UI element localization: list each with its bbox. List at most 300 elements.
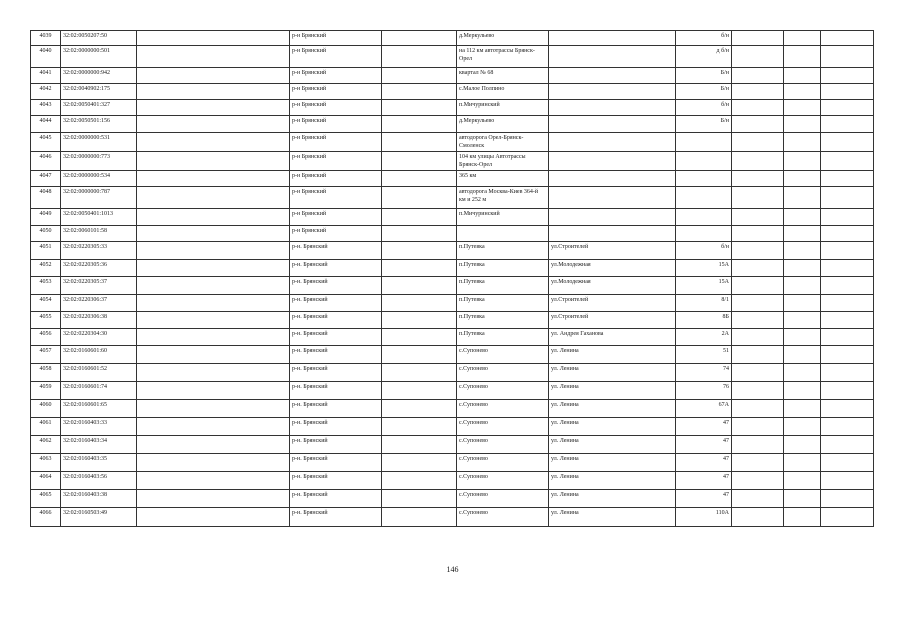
table-row (31, 418, 874, 436)
table-row (31, 152, 874, 171)
house-number-cell: Б/н (676, 116, 732, 133)
empty-cell (382, 472, 457, 490)
row-number-cell: 4053 (31, 277, 61, 295)
empty-cell (137, 226, 290, 242)
empty-cell (784, 382, 821, 400)
empty-cell (137, 242, 290, 260)
table-row (31, 116, 874, 133)
street-cell: ул. Ленина (549, 454, 676, 472)
locality-cell: с.Супонево (457, 364, 549, 382)
row-number-cell: 4043 (31, 100, 61, 116)
district-cell: р-н. Брянский (290, 382, 382, 400)
empty-cell (821, 187, 874, 209)
empty-cell (784, 133, 821, 152)
house-number-cell: 47 (676, 436, 732, 454)
table-row (31, 100, 874, 116)
locality-cell: с.Супонево (457, 400, 549, 418)
locality-cell: с.Супонево (457, 490, 549, 508)
locality-cell: с.Супонево (457, 382, 549, 400)
house-number-cell: д б/н (676, 46, 732, 68)
empty-cell (137, 260, 290, 277)
locality-cell: п.Путевка (457, 295, 549, 312)
street-cell: ул.Строителей (549, 242, 676, 260)
district-cell: р-н Брянский (290, 133, 382, 152)
locality-cell: д.Меркульево (457, 31, 549, 46)
empty-cell (821, 171, 874, 187)
empty-cell (137, 454, 290, 472)
cadastral-number-cell: 32:02:0000000:531 (61, 133, 137, 152)
house-number-cell: 47 (676, 490, 732, 508)
empty-cell (821, 508, 874, 527)
table-row (31, 454, 874, 472)
house-number-cell: 74 (676, 364, 732, 382)
locality-cell: автодорога Орел-Брянск-Смоленск (457, 133, 549, 152)
house-number-cell: 67А (676, 400, 732, 418)
empty-cell (821, 295, 874, 312)
district-cell: р-н. Брянский (290, 400, 382, 418)
street-cell (549, 100, 676, 116)
empty-cell (137, 436, 290, 454)
empty-cell (382, 277, 457, 295)
empty-cell (137, 472, 290, 490)
empty-cell (382, 152, 457, 171)
empty-cell (137, 418, 290, 436)
house-number-cell (676, 226, 732, 242)
empty-cell (382, 436, 457, 454)
street-cell: ул.Строителей (549, 295, 676, 312)
street-cell: ул.Молодежная (549, 260, 676, 277)
empty-cell (821, 242, 874, 260)
empty-cell (821, 31, 874, 46)
table-body (31, 31, 874, 527)
table-row (31, 242, 874, 260)
table-row (31, 187, 874, 209)
empty-cell (732, 400, 784, 418)
cadastral-number-cell: 32:02:0000000:501 (61, 46, 137, 68)
empty-cell (732, 295, 784, 312)
row-number-cell: 4064 (31, 472, 61, 490)
empty-cell (382, 312, 457, 329)
row-number-cell: 4065 (31, 490, 61, 508)
district-cell: р-н. Брянский (290, 436, 382, 454)
row-number-cell: 4061 (31, 418, 61, 436)
cadastral-number-cell: 32:02:0160601:52 (61, 364, 137, 382)
empty-cell (732, 152, 784, 171)
street-cell (549, 46, 676, 68)
table-row (31, 68, 874, 84)
empty-cell (382, 187, 457, 209)
empty-cell (732, 171, 784, 187)
row-number-cell: 4066 (31, 508, 61, 527)
house-number-cell (676, 209, 732, 226)
empty-cell (382, 242, 457, 260)
locality-cell: п.Путевка (457, 329, 549, 346)
cadastral-number-cell: 32:02:0050401:1013 (61, 209, 137, 226)
empty-cell (732, 436, 784, 454)
table-row (31, 490, 874, 508)
empty-cell (137, 46, 290, 68)
street-cell: ул. Ленина (549, 364, 676, 382)
empty-cell (732, 84, 784, 100)
empty-cell (137, 382, 290, 400)
locality-cell: квартал № 68 (457, 68, 549, 84)
district-cell: р-н Брянский (290, 84, 382, 100)
empty-cell (821, 68, 874, 84)
locality-cell: д.Меркульево (457, 116, 549, 133)
cadastral-number-cell: 32:02:0050207:50 (61, 31, 137, 46)
empty-cell (732, 116, 784, 133)
empty-cell (821, 260, 874, 277)
street-cell (549, 116, 676, 133)
empty-cell (382, 209, 457, 226)
empty-cell (784, 46, 821, 68)
empty-cell (382, 346, 457, 364)
empty-cell (382, 260, 457, 277)
house-number-cell: 51 (676, 346, 732, 364)
empty-cell (137, 31, 290, 46)
empty-cell (821, 436, 874, 454)
table-row (31, 46, 874, 68)
row-number-cell: 4051 (31, 242, 61, 260)
street-cell: ул. Ленина (549, 418, 676, 436)
empty-cell (732, 472, 784, 490)
empty-cell (821, 312, 874, 329)
locality-cell: с.Супонево (457, 418, 549, 436)
street-cell: ул. Ленина (549, 400, 676, 418)
empty-cell (784, 400, 821, 418)
house-number-cell: 2А (676, 329, 732, 346)
cadastral-number-cell: 32:02:0220304:30 (61, 329, 137, 346)
street-cell (549, 84, 676, 100)
empty-cell (784, 472, 821, 490)
empty-cell (732, 242, 784, 260)
street-cell: ул. Ленина (549, 346, 676, 364)
empty-cell (821, 116, 874, 133)
empty-cell (732, 133, 784, 152)
locality-cell: п.Путевка (457, 277, 549, 295)
locality-cell: 365 км (457, 171, 549, 187)
table-row (31, 400, 874, 418)
row-number-cell: 4062 (31, 436, 61, 454)
empty-cell (821, 226, 874, 242)
empty-cell (137, 295, 290, 312)
empty-cell (137, 400, 290, 418)
district-cell: р-н. Брянский (290, 312, 382, 329)
empty-cell (382, 382, 457, 400)
house-number-cell: Б/н (676, 84, 732, 100)
locality-cell: с.Супонево (457, 508, 549, 527)
street-cell: ул. Ленина (549, 490, 676, 508)
cadastral-number-cell: 32:02:0160601:60 (61, 346, 137, 364)
empty-cell (732, 329, 784, 346)
cadastral-number-cell: 32:02:0160403:56 (61, 472, 137, 490)
table-row (31, 508, 874, 527)
row-number-cell: 4057 (31, 346, 61, 364)
empty-cell (784, 454, 821, 472)
house-number-cell: 15А (676, 277, 732, 295)
empty-cell (821, 382, 874, 400)
empty-cell (382, 454, 457, 472)
empty-cell (821, 454, 874, 472)
empty-cell (784, 152, 821, 171)
house-number-cell (676, 187, 732, 209)
row-number-cell: 4046 (31, 152, 61, 171)
empty-cell (732, 226, 784, 242)
table-row (31, 31, 874, 46)
empty-cell (382, 68, 457, 84)
table-row (31, 133, 874, 152)
empty-cell (137, 329, 290, 346)
street-cell: ул.Молодежная (549, 277, 676, 295)
empty-cell (732, 100, 784, 116)
locality-cell: п.Путевка (457, 260, 549, 277)
district-cell: р-н. Брянский (290, 454, 382, 472)
empty-cell (137, 346, 290, 364)
page-number: 146 (446, 565, 459, 574)
row-number-cell: 4058 (31, 364, 61, 382)
empty-cell (821, 84, 874, 100)
house-number-cell: 15А (676, 260, 732, 277)
row-number-cell: 4044 (31, 116, 61, 133)
row-number-cell: 4052 (31, 260, 61, 277)
locality-cell: п.Мичуринский (457, 209, 549, 226)
street-cell: ул.Строителей (549, 312, 676, 329)
empty-cell (382, 364, 457, 382)
street-cell: ул. Ленина (549, 436, 676, 454)
row-number-cell: 4063 (31, 454, 61, 472)
district-cell: р-н Брянский (290, 152, 382, 171)
cadastral-number-cell: 32:02:0000000:534 (61, 171, 137, 187)
table-row (31, 260, 874, 277)
table-row (31, 171, 874, 187)
cadastral-number-cell: 32:02:0050501:156 (61, 116, 137, 133)
empty-cell (821, 400, 874, 418)
empty-cell (732, 382, 784, 400)
empty-cell (784, 277, 821, 295)
table-row (31, 84, 874, 100)
cadastral-number-cell: 32:02:0160601:74 (61, 382, 137, 400)
empty-cell (137, 209, 290, 226)
cadastral-number-cell: 32:02:0000000:942 (61, 68, 137, 84)
row-number-cell: 4055 (31, 312, 61, 329)
empty-cell (137, 312, 290, 329)
house-number-cell: 47 (676, 472, 732, 490)
cadastral-number-cell: 32:02:0000000:773 (61, 152, 137, 171)
empty-cell (732, 46, 784, 68)
cadastral-number-cell: 32:02:0040902:175 (61, 84, 137, 100)
cadastral-number-cell: 32:02:0160503:49 (61, 508, 137, 527)
table-row (31, 295, 874, 312)
locality-cell: п.Путевка (457, 242, 549, 260)
empty-cell (382, 84, 457, 100)
empty-cell (784, 100, 821, 116)
empty-cell (784, 171, 821, 187)
house-number-cell (676, 152, 732, 171)
row-number-cell: 4047 (31, 171, 61, 187)
empty-cell (821, 209, 874, 226)
locality-cell: с.Малое Полпино (457, 84, 549, 100)
cadastral-number-cell: 32:02:0220306:37 (61, 295, 137, 312)
empty-cell (784, 364, 821, 382)
locality-cell: с.Супонево (457, 454, 549, 472)
empty-cell (821, 133, 874, 152)
empty-cell (732, 209, 784, 226)
cadastral-number-cell: 32:02:0220305:33 (61, 242, 137, 260)
row-number-cell: 4039 (31, 31, 61, 46)
empty-cell (732, 346, 784, 364)
empty-cell (784, 312, 821, 329)
empty-cell (732, 187, 784, 209)
row-number-cell: 4060 (31, 400, 61, 418)
empty-cell (382, 329, 457, 346)
empty-cell (821, 46, 874, 68)
house-number-cell: 8Б (676, 312, 732, 329)
property-register-table (30, 30, 874, 527)
cadastral-number-cell: 32:02:0160601:65 (61, 400, 137, 418)
empty-cell (137, 171, 290, 187)
row-number-cell: 4048 (31, 187, 61, 209)
empty-cell (784, 116, 821, 133)
empty-cell (382, 171, 457, 187)
house-number-cell: 47 (676, 454, 732, 472)
empty-cell (732, 277, 784, 295)
district-cell: р-н. Брянский (290, 242, 382, 260)
table-row (31, 382, 874, 400)
empty-cell (382, 400, 457, 418)
empty-cell (137, 116, 290, 133)
table-row (31, 226, 874, 242)
cadastral-number-cell: 32:02:0160403:33 (61, 418, 137, 436)
empty-cell (784, 209, 821, 226)
street-cell: ул. Ленина (549, 508, 676, 527)
empty-cell (784, 31, 821, 46)
empty-cell (382, 226, 457, 242)
empty-cell (732, 364, 784, 382)
empty-cell (732, 312, 784, 329)
empty-cell (784, 226, 821, 242)
house-number-cell: 110А (676, 508, 732, 527)
table-row (31, 277, 874, 295)
empty-cell (732, 260, 784, 277)
empty-cell (137, 508, 290, 527)
cadastral-number-cell: 32:02:0160403:34 (61, 436, 137, 454)
empty-cell (784, 242, 821, 260)
empty-cell (137, 84, 290, 100)
street-cell (549, 68, 676, 84)
empty-cell (784, 260, 821, 277)
empty-cell (784, 490, 821, 508)
empty-cell (784, 187, 821, 209)
empty-cell (732, 418, 784, 436)
empty-cell (137, 133, 290, 152)
empty-cell (382, 490, 457, 508)
empty-cell (382, 46, 457, 68)
district-cell: р-н. Брянский (290, 346, 382, 364)
street-cell (549, 209, 676, 226)
house-number-cell: 47 (676, 418, 732, 436)
empty-cell (784, 418, 821, 436)
empty-cell (382, 295, 457, 312)
empty-cell (732, 490, 784, 508)
district-cell: р-н Брянский (290, 226, 382, 242)
empty-cell (137, 100, 290, 116)
table-row (31, 346, 874, 364)
empty-cell (784, 436, 821, 454)
district-cell: р-н Брянский (290, 46, 382, 68)
empty-cell (137, 187, 290, 209)
empty-cell (732, 454, 784, 472)
district-cell: р-н Брянский (290, 116, 382, 133)
empty-cell (137, 364, 290, 382)
cadastral-number-cell: 32:02:0060101:58 (61, 226, 137, 242)
empty-cell (821, 100, 874, 116)
empty-cell (784, 346, 821, 364)
empty-cell (382, 418, 457, 436)
empty-cell (821, 490, 874, 508)
table-row (31, 436, 874, 454)
empty-cell (382, 133, 457, 152)
house-number-cell (676, 133, 732, 152)
district-cell: р-н Брянский (290, 31, 382, 46)
street-cell: ул. Ленина (549, 382, 676, 400)
locality-cell: с.Супонево (457, 346, 549, 364)
district-cell: р-н Брянский (290, 187, 382, 209)
district-cell: р-н. Брянский (290, 472, 382, 490)
locality-cell: на 112 км автотрассы Брянск-Орел (457, 46, 549, 68)
street-cell (549, 152, 676, 171)
street-cell (549, 31, 676, 46)
cadastral-number-cell: 32:02:0220306:38 (61, 312, 137, 329)
district-cell: р-н. Брянский (290, 364, 382, 382)
row-number-cell: 4045 (31, 133, 61, 152)
house-number-cell: б/н (676, 242, 732, 260)
district-cell: р-н Брянский (290, 68, 382, 84)
empty-cell (821, 277, 874, 295)
district-cell: р-н. Брянский (290, 260, 382, 277)
empty-cell (784, 68, 821, 84)
district-cell: р-н Брянский (290, 171, 382, 187)
row-number-cell: 4042 (31, 84, 61, 100)
locality-cell: с.Супонево (457, 472, 549, 490)
empty-cell (821, 364, 874, 382)
cadastral-number-cell: 32:02:0160403:38 (61, 490, 137, 508)
empty-cell (382, 31, 457, 46)
empty-cell (821, 346, 874, 364)
cadastral-number-cell: 32:02:0160403:35 (61, 454, 137, 472)
locality-cell: п.Путевка (457, 312, 549, 329)
district-cell: р-н. Брянский (290, 418, 382, 436)
house-number-cell: Б/н (676, 68, 732, 84)
house-number-cell (676, 171, 732, 187)
row-number-cell: 4049 (31, 209, 61, 226)
row-number-cell: 4050 (31, 226, 61, 242)
row-number-cell: 4041 (31, 68, 61, 84)
empty-cell (784, 295, 821, 312)
empty-cell (382, 508, 457, 527)
table-row (31, 329, 874, 346)
empty-cell (137, 490, 290, 508)
table-row (31, 364, 874, 382)
locality-cell: автодорога Москва-Киев 364-й км и 252 м (457, 187, 549, 209)
empty-cell (784, 84, 821, 100)
table-row (31, 209, 874, 226)
locality-cell: п.Мичуринский (457, 100, 549, 116)
empty-cell (732, 508, 784, 527)
empty-cell (732, 31, 784, 46)
row-number-cell: 4054 (31, 295, 61, 312)
district-cell: р-н. Брянский (290, 295, 382, 312)
locality-cell: 104 км улицы Автотрассы Брянск-Орел (457, 152, 549, 171)
